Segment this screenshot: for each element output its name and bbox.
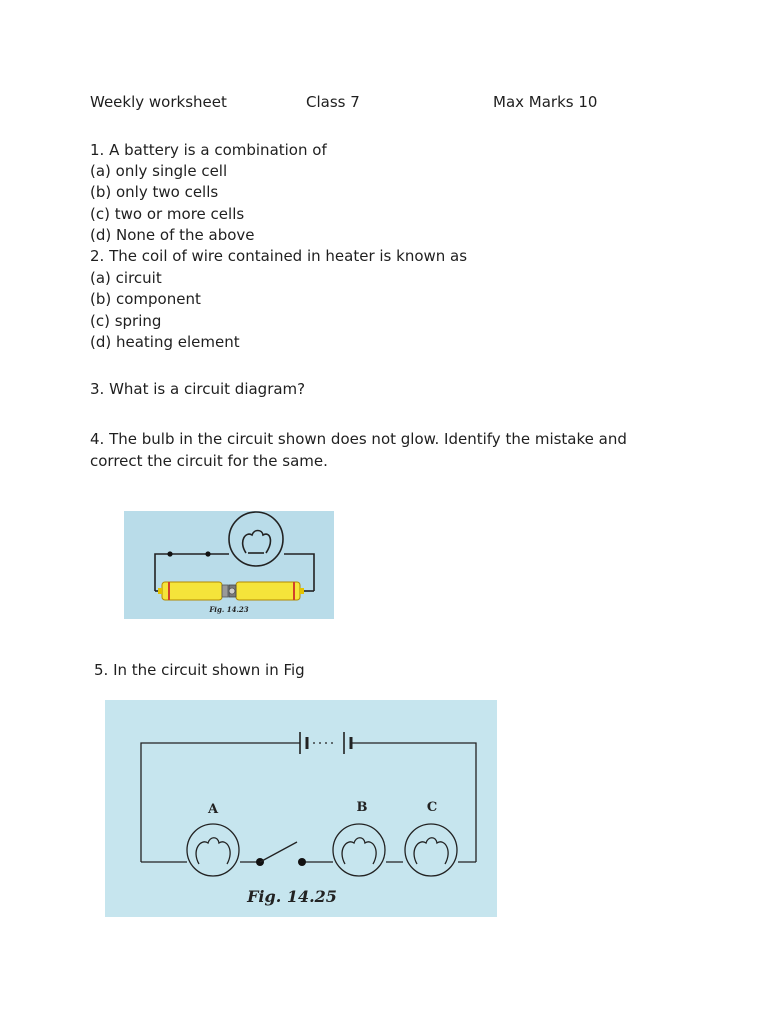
figure-14-23 [124, 511, 334, 619]
question-1-option-a: (a) only single cell [90, 162, 228, 180]
question-5-stem: 5. In the circuit shown in Fig [94, 661, 305, 679]
figure-14-25-label-c: C [426, 800, 438, 815]
max-marks: Max Marks 10 [493, 93, 598, 111]
figure-14-25-label-b: B [356, 800, 368, 815]
question-3-stem: 3. What is a circuit diagram? [90, 380, 306, 398]
figure-14-23-battery [158, 582, 304, 600]
figure-14-23-terminal [205, 551, 210, 556]
question-1-option-d: (d) None of the above [90, 226, 255, 244]
question-2-option-c: (c) spring [90, 312, 162, 330]
class-label: Class 7 [306, 93, 360, 111]
figure-14-25-label-a: A [207, 802, 219, 817]
figure-14-25-background [105, 700, 497, 917]
figure-14-25-caption: Fig. 14.25 [247, 887, 337, 906]
question-2-option-b: (b) component [90, 290, 201, 308]
question-4-stem-line-1: 4. The bulb in the circuit shown does not glow. Identify the mistake and [90, 430, 627, 448]
question-2-option-a: (a) circuit [90, 269, 162, 287]
figure-14-23-caption: Fig. 14.23 [209, 605, 249, 614]
question-1-option-b: (b) only two cells [90, 183, 219, 201]
question-2-stem: 2. The coil of wire contained in heater is known as [90, 247, 468, 265]
question-4-stem-line-2: correct the circuit for the same. [90, 452, 328, 470]
worksheet-title: Weekly worksheet [90, 93, 227, 111]
figure-14-23-terminal [167, 551, 172, 556]
question-2-option-d: (d) heating element [90, 333, 240, 351]
question-1-option-c: (c) two or more cells [90, 205, 245, 223]
question-1-stem: 1. A battery is a combination of [90, 141, 327, 159]
figure-14-25 [105, 700, 497, 917]
